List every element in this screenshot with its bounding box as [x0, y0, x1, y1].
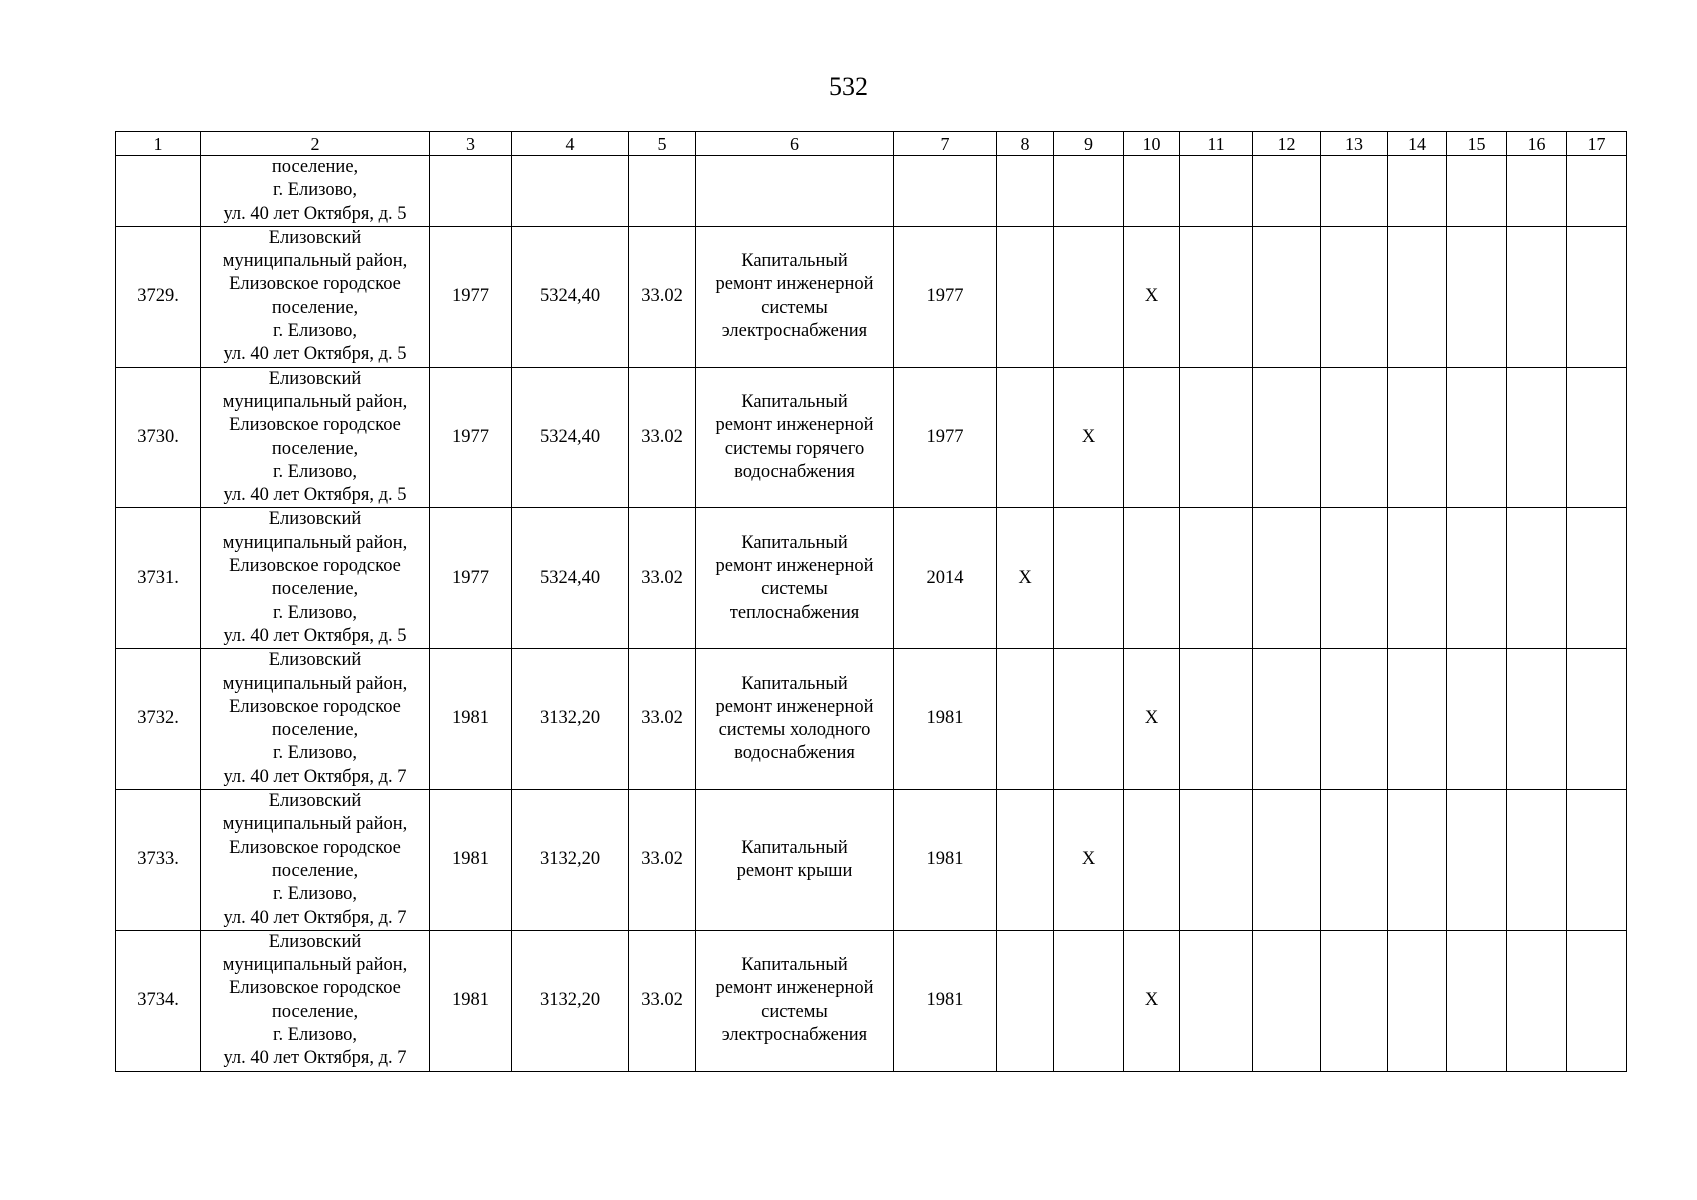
year-cell: 1977	[894, 367, 997, 508]
build-year-cell: 1981	[430, 649, 512, 790]
mark-cell-col-9: X	[1054, 367, 1124, 508]
code-cell: 33.02	[629, 930, 696, 1071]
column-header-7: 7	[894, 132, 997, 156]
mark-cell-col-12	[1253, 508, 1321, 649]
mark-cell-col-12	[1253, 930, 1321, 1071]
table-row	[116, 649, 1627, 790]
column-header-15: 15	[1447, 132, 1507, 156]
column-header-2: 2	[201, 132, 430, 156]
work-type-cell: Капитальный ремонт инженерной системы горячего водоснабжения	[696, 367, 894, 508]
mark-cell-col-9: X	[1054, 790, 1124, 931]
column-header-3: 3	[430, 132, 512, 156]
mark-cell-col-16	[1507, 649, 1567, 790]
column-header-8: 8	[997, 132, 1054, 156]
mark-cell-col-9	[1054, 226, 1124, 367]
mark-cell-col-8	[997, 226, 1054, 367]
mark-cell-col-15	[1447, 930, 1507, 1071]
table-row	[116, 790, 1627, 931]
mark-cell-col-10	[1124, 790, 1180, 931]
mark-cell-col-16	[1507, 508, 1567, 649]
mark-cell-col-12	[1253, 649, 1321, 790]
table-row	[116, 367, 1627, 508]
column-header-11: 11	[1180, 132, 1253, 156]
mark-cell-col-11	[1180, 649, 1253, 790]
empty-cell	[1180, 156, 1253, 227]
build-year-cell: 1981	[430, 930, 512, 1071]
table-row	[116, 930, 1627, 1071]
mark-cell-col-17	[1567, 790, 1627, 931]
mark-cell-col-14	[1388, 790, 1447, 931]
mark-cell-col-11	[1180, 367, 1253, 508]
address-cell: Елизовский муниципальный район, Елизовское городское поселение, г. Елизово, ул. 40 лет Октября, д. 7	[201, 649, 430, 790]
mark-cell-col-13	[1321, 930, 1388, 1071]
mark-cell-col-11	[1180, 930, 1253, 1071]
capital-repair-register-table	[115, 131, 1627, 1072]
mark-cell-col-10: X	[1124, 930, 1180, 1071]
empty-cell	[1507, 156, 1567, 227]
code-cell: 33.02	[629, 226, 696, 367]
empty-cell	[629, 156, 696, 227]
address-cell: поселение, г. Елизово, ул. 40 лет Октября, д. 5	[201, 156, 430, 227]
row-number-cell: 3732.	[116, 649, 201, 790]
year-cell: 1981	[894, 649, 997, 790]
empty-cell	[1321, 156, 1388, 227]
mark-cell-col-17	[1567, 649, 1627, 790]
row-number-cell	[116, 156, 201, 227]
column-header-14: 14	[1388, 132, 1447, 156]
mark-cell-col-15	[1447, 508, 1507, 649]
mark-cell-col-10: X	[1124, 226, 1180, 367]
mark-cell-col-12	[1253, 790, 1321, 931]
column-header-1: 1	[116, 132, 201, 156]
mark-cell-col-10	[1124, 367, 1180, 508]
mark-cell-col-14	[1388, 508, 1447, 649]
area-cell: 3132,20	[512, 930, 629, 1071]
mark-cell-col-9	[1054, 508, 1124, 649]
address-cell: Елизовский муниципальный район, Елизовское городское поселение, г. Елизово, ул. 40 лет Октября, д. 7	[201, 930, 430, 1071]
year-cell: 2014	[894, 508, 997, 649]
year-cell: 1981	[894, 930, 997, 1071]
mark-cell-col-17	[1567, 930, 1627, 1071]
mark-cell-col-8	[997, 930, 1054, 1071]
area-cell: 5324,40	[512, 508, 629, 649]
mark-cell-col-13	[1321, 367, 1388, 508]
empty-cell	[430, 156, 512, 227]
column-header-13: 13	[1321, 132, 1388, 156]
column-header-5: 5	[629, 132, 696, 156]
address-cell: Елизовский муниципальный район, Елизовское городское поселение, г. Елизово, ул. 40 лет Октября, д. 5	[201, 508, 430, 649]
work-type-cell: Капитальный ремонт инженерной системы электроснабжения	[696, 226, 894, 367]
row-number-cell: 3729.	[116, 226, 201, 367]
mark-cell-col-9	[1054, 930, 1124, 1071]
mark-cell-col-16	[1507, 790, 1567, 931]
year-cell: 1977	[894, 226, 997, 367]
mark-cell-col-8	[997, 367, 1054, 508]
build-year-cell: 1977	[430, 226, 512, 367]
column-header-12: 12	[1253, 132, 1321, 156]
mark-cell-col-17	[1567, 508, 1627, 649]
mark-cell-col-15	[1447, 367, 1507, 508]
work-type-cell: Капитальный ремонт инженерной системы теплоснабжения	[696, 508, 894, 649]
mark-cell-col-14	[1388, 649, 1447, 790]
table-row	[116, 226, 1627, 367]
address-cell: Елизовский муниципальный район, Елизовское городское поселение, г. Елизово, ул. 40 лет Октября, д. 5	[201, 226, 430, 367]
column-header-10: 10	[1124, 132, 1180, 156]
page-number: 532	[829, 72, 868, 101]
mark-cell-col-11	[1180, 508, 1253, 649]
mark-cell-col-13	[1321, 508, 1388, 649]
mark-cell-col-16	[1507, 226, 1567, 367]
empty-cell	[1253, 156, 1321, 227]
build-year-cell: 1977	[430, 367, 512, 508]
mark-cell-col-11	[1180, 226, 1253, 367]
empty-cell	[997, 156, 1054, 227]
row-number-cell: 3731.	[116, 508, 201, 649]
area-cell: 5324,40	[512, 367, 629, 508]
empty-cell	[512, 156, 629, 227]
area-cell: 3132,20	[512, 790, 629, 931]
column-header-9: 9	[1054, 132, 1124, 156]
mark-cell-col-8: X	[997, 508, 1054, 649]
row-number-cell: 3733.	[116, 790, 201, 931]
continued-row	[116, 156, 1627, 227]
column-header-4: 4	[512, 132, 629, 156]
row-number-cell: 3734.	[116, 930, 201, 1071]
address-cell: Елизовский муниципальный район, Елизовское городское поселение, г. Елизово, ул. 40 лет Октября, д. 7	[201, 790, 430, 931]
mark-cell-col-13	[1321, 226, 1388, 367]
code-cell: 33.02	[629, 508, 696, 649]
code-cell: 33.02	[629, 790, 696, 931]
code-cell: 33.02	[629, 649, 696, 790]
mark-cell-col-9	[1054, 649, 1124, 790]
mark-cell-col-12	[1253, 226, 1321, 367]
mark-cell-col-15	[1447, 649, 1507, 790]
empty-cell	[1124, 156, 1180, 227]
empty-cell	[1567, 156, 1627, 227]
build-year-cell: 1981	[430, 790, 512, 931]
column-header-17: 17	[1567, 132, 1627, 156]
column-header-6: 6	[696, 132, 894, 156]
mark-cell-col-17	[1567, 226, 1627, 367]
column-header-16: 16	[1507, 132, 1567, 156]
mark-cell-col-8	[997, 649, 1054, 790]
mark-cell-col-14	[1388, 930, 1447, 1071]
mark-cell-col-16	[1507, 367, 1567, 508]
code-cell: 33.02	[629, 367, 696, 508]
empty-cell	[1054, 156, 1124, 227]
mark-cell-col-13	[1321, 649, 1388, 790]
area-cell: 3132,20	[512, 649, 629, 790]
row-number-cell: 3730.	[116, 367, 201, 508]
address-cell: Елизовский муниципальный район, Елизовское городское поселение, г. Елизово, ул. 40 лет Октября, д. 5	[201, 367, 430, 508]
mark-cell-col-13	[1321, 790, 1388, 931]
empty-cell	[894, 156, 997, 227]
mark-cell-col-10	[1124, 508, 1180, 649]
mark-cell-col-16	[1507, 930, 1567, 1071]
area-cell: 5324,40	[512, 226, 629, 367]
build-year-cell: 1977	[430, 508, 512, 649]
mark-cell-col-8	[997, 790, 1054, 931]
work-type-cell: Капитальный ремонт инженерной системы холодного водоснабжения	[696, 649, 894, 790]
empty-cell	[696, 156, 894, 227]
mark-cell-col-12	[1253, 367, 1321, 508]
mark-cell-col-11	[1180, 790, 1253, 931]
table-row	[116, 508, 1627, 649]
mark-cell-col-14	[1388, 367, 1447, 508]
column-number-header-row	[116, 132, 1627, 156]
mark-cell-col-15	[1447, 790, 1507, 931]
empty-cell	[1388, 156, 1447, 227]
work-type-cell: Капитальный ремонт инженерной системы электроснабжения	[696, 930, 894, 1071]
mark-cell-col-17	[1567, 367, 1627, 508]
year-cell: 1981	[894, 790, 997, 931]
work-type-cell: Капитальный ремонт крыши	[696, 790, 894, 931]
mark-cell-col-10: X	[1124, 649, 1180, 790]
mark-cell-col-14	[1388, 226, 1447, 367]
mark-cell-col-15	[1447, 226, 1507, 367]
empty-cell	[1447, 156, 1507, 227]
